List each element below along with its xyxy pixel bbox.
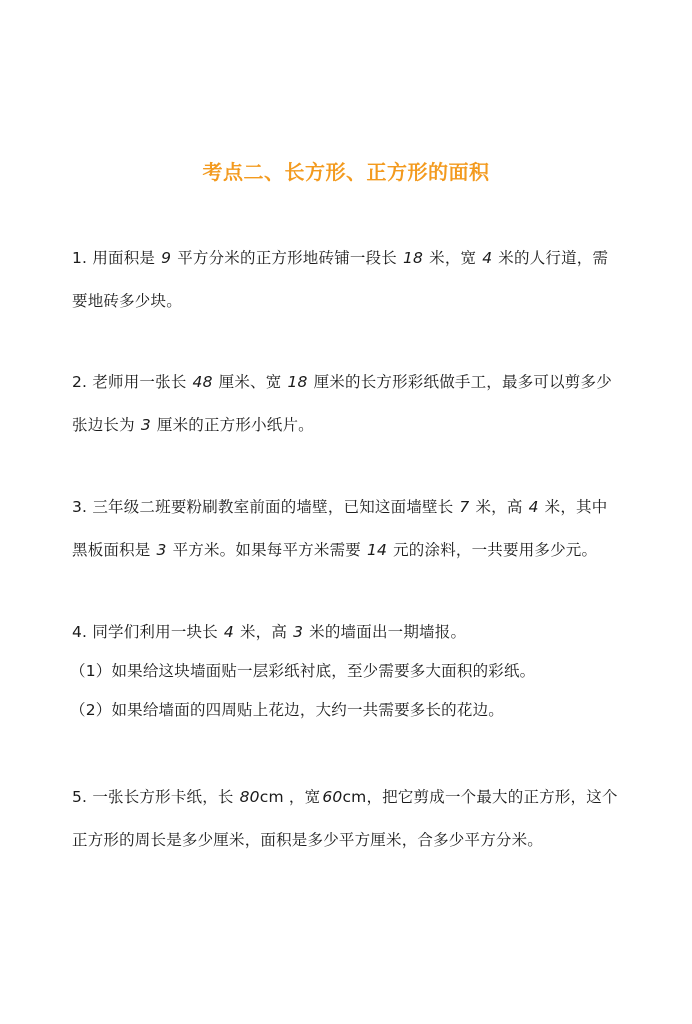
text: 平方分米的正方形地砖铺一段长 bbox=[177, 249, 397, 267]
problem-line bbox=[72, 785, 618, 807]
problem-line bbox=[72, 538, 597, 560]
problem-line bbox=[72, 246, 608, 268]
number-value: 4 bbox=[223, 623, 234, 641]
number-value: 60 bbox=[322, 788, 343, 806]
text: 张边长为 bbox=[72, 416, 135, 434]
text: 1. 用面积是 bbox=[72, 249, 156, 267]
sub-question-1 bbox=[70, 659, 535, 681]
text: 米，宽 bbox=[429, 249, 477, 267]
text: 3. 三年级二班要粉刷教室前面的墙壁，已知这面墙壁长 bbox=[72, 498, 454, 516]
text: 米，高 bbox=[239, 623, 288, 641]
text: 厘米的正方形小纸片。 bbox=[156, 416, 314, 434]
text: 平方米。如果每平方米需要 bbox=[172, 541, 361, 559]
number-value: 80 bbox=[239, 788, 260, 806]
problem-line bbox=[72, 413, 314, 435]
problem-line bbox=[72, 495, 607, 517]
number-value: 14 bbox=[366, 541, 388, 559]
number-value: 18 bbox=[403, 249, 424, 267]
number-value: 4 bbox=[528, 498, 539, 516]
problem-line bbox=[72, 370, 612, 392]
text: cm，把它剪成一个最大的正方形，这个 bbox=[342, 788, 618, 806]
problem-line bbox=[72, 828, 543, 850]
text: 米的墙面出一期墙报。 bbox=[309, 623, 467, 641]
number-value: 3 bbox=[156, 541, 167, 559]
number-value: 48 bbox=[192, 373, 213, 391]
text: 厘米、宽 bbox=[218, 373, 282, 391]
text: 米的人行道，需 bbox=[498, 249, 609, 267]
sub-question-2 bbox=[70, 698, 504, 720]
text: 厘米的长方形彩纸做手工，最多可以剪多少 bbox=[313, 373, 612, 391]
text: 5. 一张长方形卡纸，长 bbox=[72, 788, 234, 806]
text: cm ，宽 bbox=[259, 788, 321, 806]
text: 正方形的周长是多少厘米，面积是多少平方厘米，合多少平方分米。 bbox=[72, 831, 544, 849]
number-value: 4 bbox=[482, 249, 493, 267]
number-value: 18 bbox=[287, 373, 308, 391]
problem-line bbox=[72, 289, 182, 311]
number-value: 3 bbox=[293, 623, 304, 641]
number-value: 3 bbox=[140, 416, 151, 434]
text: （1）如果给这块墙面贴一层彩纸衬底，至少需要多大面积的彩纸。 bbox=[70, 662, 536, 680]
text: 2. 老师用一张长 bbox=[72, 373, 187, 391]
text: 米，高 bbox=[475, 498, 523, 516]
number-value: 9 bbox=[161, 249, 172, 267]
text: 4. 同学们利用一块长 bbox=[72, 623, 218, 641]
text: 米，其中 bbox=[544, 498, 608, 516]
problem-line bbox=[72, 620, 466, 642]
page-title: 考点二、长方形、正方形的面积 bbox=[202, 160, 490, 184]
text: 要地砖多少块。 bbox=[72, 292, 182, 310]
text: 黑板面积是 bbox=[72, 541, 151, 559]
text: （2）如果给墙面的四周贴上花边，大约一共需要多长的花边。 bbox=[70, 701, 504, 719]
text: 元的涂料，一共要用多少元。 bbox=[393, 541, 598, 559]
number-value: 7 bbox=[459, 498, 470, 516]
